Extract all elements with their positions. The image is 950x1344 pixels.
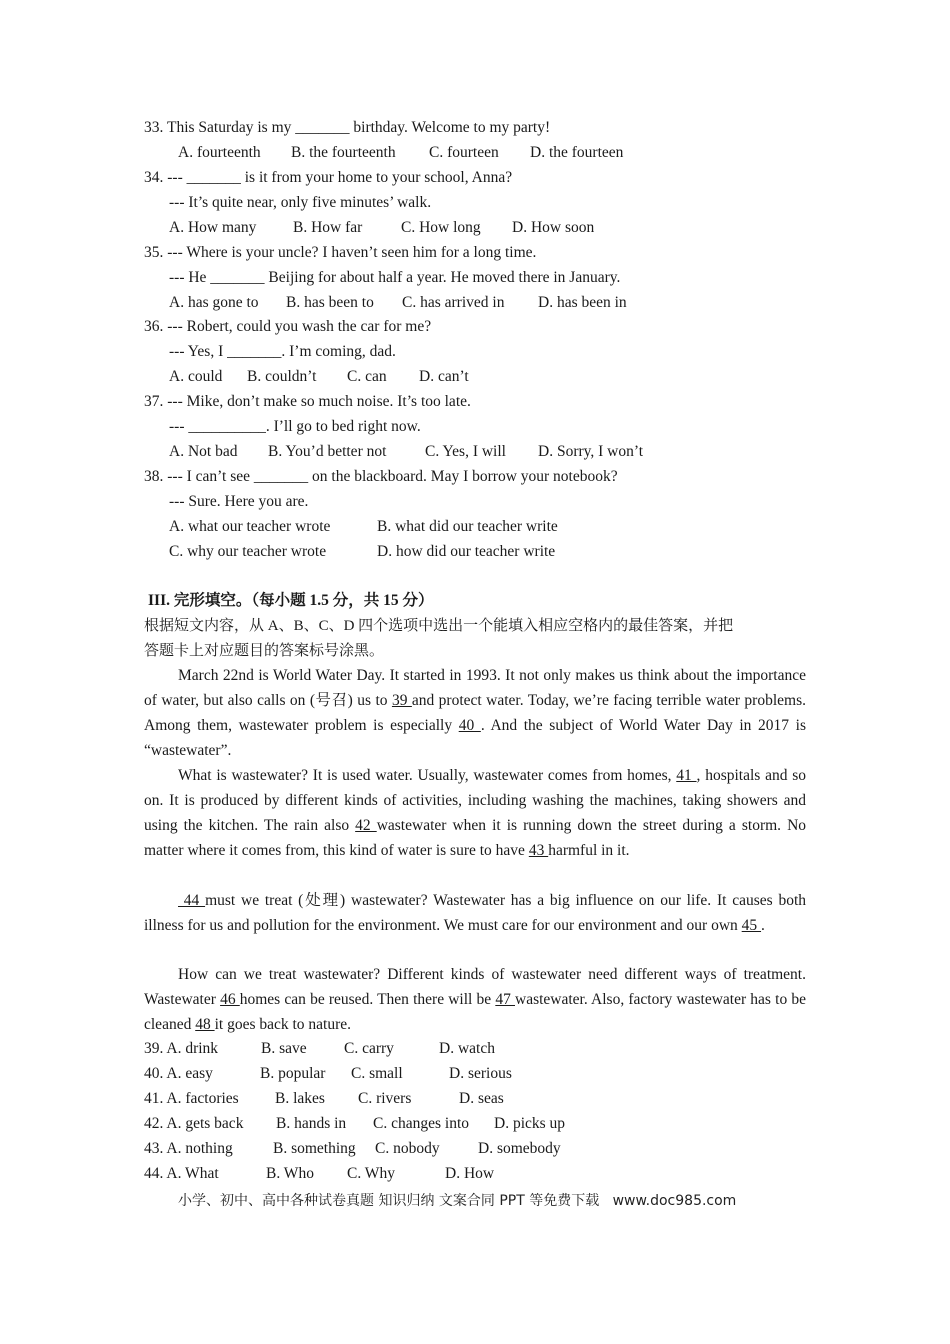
question-38-reply: --- Sure. Here you are.	[169, 493, 309, 510]
question-36-options	[169, 367, 469, 387]
option-c: C. can	[347, 368, 387, 385]
section-instruction-line2: 答题卡上对应题目的答案标号涂黑。	[144, 643, 385, 659]
question-37-reply: --- __________. I’ll go to bed right now.	[169, 418, 421, 435]
question-36-reply: --- Yes, I _______. I’m coming, dad.	[169, 343, 396, 360]
option-a: A. what our teacher wrote	[169, 518, 331, 535]
blank-43: 43	[528, 841, 549, 859]
option-c: C. fourteen	[429, 144, 499, 161]
option-d: D. can’t	[419, 368, 469, 385]
option-d: D. the fourteen	[530, 144, 624, 161]
section-instruction-line1: 根据短文内容，从 A、B、C、D 四个选项中选出一个能填入相应空格内的最佳答案，并把	[144, 618, 734, 634]
question-38-options-row1	[169, 517, 558, 537]
question-33-options	[178, 143, 623, 163]
blank-45: 45	[741, 916, 762, 934]
option-d: D. How soon	[512, 219, 595, 236]
cloze-options-44: 44. A. What B. Who C. Why D. How	[144, 1165, 495, 1182]
blank-47: 47	[495, 990, 515, 1008]
blank-44: 44	[178, 892, 206, 909]
question-35-reply: --- He _______ Beijing for about half a year. He moved there in January.	[169, 269, 621, 286]
blank-41: 41	[676, 767, 697, 784]
blank-42: 42	[355, 816, 377, 834]
option-b: B. the fourteenth	[291, 144, 396, 161]
blank-48: 48	[195, 1015, 215, 1033]
option-a: A. fourteenth	[178, 144, 261, 161]
option-a: A. Not bad	[169, 443, 238, 460]
passage-paragraph-1: March 22nd is World Water Day. It started in 1993. It not only makes us think about the importance of water, but also calls on (号召) us to 39 and protect water. Today, we’re facing terrible water problems. Among them, wastewater problem is especially 40 . And the subject of World Water Day in 2017 is “wastewater”.	[144, 667, 806, 759]
cloze-options-43: 43. A. nothing B. something C. nobody D. somebody	[144, 1140, 561, 1157]
option-b: B. has been to	[286, 294, 374, 311]
option-a: A. has gone to	[169, 294, 259, 311]
question-38-stem: 38. --- I can’t see _______ on the blackboard. May I borrow your notebook?	[144, 468, 618, 485]
option-c: C. Yes, I will	[425, 443, 506, 460]
passage-paragraph-3: 44 must we treat (处理) wastewater? Wastewater has a big influence on our life. It causes both illness for us and pollution for the environment. We must care for our environment and our own 45 .	[144, 892, 807, 934]
cloze-options-39: 39. A. drink B. save C. carry D. watch	[144, 1040, 495, 1057]
question-33-stem: 33. This Saturday is my _______ birthday. Welcome to my party!	[144, 119, 551, 136]
question-37-stem: 37. --- Mike, don’t make so much noise. It’s too late.	[144, 393, 471, 410]
question-34-reply: --- It’s quite near, only five minutes’ walk.	[169, 194, 432, 211]
question-38-options-row2	[169, 542, 555, 562]
blank-39: 39	[391, 691, 412, 709]
question-34-stem: 34. --- _______ is it from your home to your school, Anna?	[144, 169, 513, 186]
blank-46: 46	[220, 990, 240, 1008]
option-a: A. How many	[169, 219, 257, 236]
option-d: D. how did our teacher write	[377, 543, 556, 560]
cloze-options-40: 40. A. easy B. popular C. small D. serious	[144, 1065, 512, 1082]
question-37-options	[169, 442, 643, 462]
option-c: C. How long	[401, 219, 481, 236]
blank-40: 40	[458, 716, 481, 734]
question-35-options	[169, 293, 627, 313]
option-d: D. has been in	[538, 294, 627, 311]
passage-paragraph-4: How can we treat wastewater? Different kinds of wastewater need different ways of treatment. Wastewater 46 homes can be reused. Then there will be 47 wastewater. Also, factory wastewater has to be cleaned 48 it goes back to nature.	[144, 966, 806, 1033]
option-c: C. why our teacher wrote	[169, 543, 327, 560]
question-36-stem: 36. --- Robert, could you wash the car for me?	[144, 318, 432, 335]
section-heading: III. 完形填空。（每小题 1.5 分，共 15 分）	[148, 592, 434, 609]
option-a: A. could	[169, 368, 223, 385]
cloze-options-41: 41. A. factories B. lakes C. rivers D. seas	[144, 1090, 504, 1107]
option-b: B. what did our teacher write	[377, 518, 558, 535]
option-b: B. You’d better not	[268, 443, 387, 460]
passage-paragraph-2: What is wastewater? It is used water. Usually, wastewater comes from homes, 41 , hospitals and so on. It is produced by different kinds of activities, including washing the machines, taking showers and using the kitchen. The rain also 42 wastewater when it is running down the street during a storm. No matter where it comes from, this kind of water is sure to have 43 harmful in it.	[144, 767, 807, 859]
question-34-options	[169, 218, 594, 238]
option-c: C. has arrived in	[402, 294, 505, 311]
question-35-stem: 35. --- Where is your uncle? I haven’t seen him for a long time.	[144, 244, 537, 261]
footer-banner: 小学、初中、高中各种试卷真题 知识归纳 文案合同 PPT 等免费下载 www.doc985.com	[178, 1193, 737, 1209]
option-b: B. How far	[293, 219, 363, 236]
option-b: B. couldn’t	[247, 368, 317, 385]
cloze-options-42: 42. A. gets back B. hands in C. changes into D. picks up	[144, 1115, 566, 1132]
option-d: D. Sorry, I won’t	[538, 443, 644, 460]
